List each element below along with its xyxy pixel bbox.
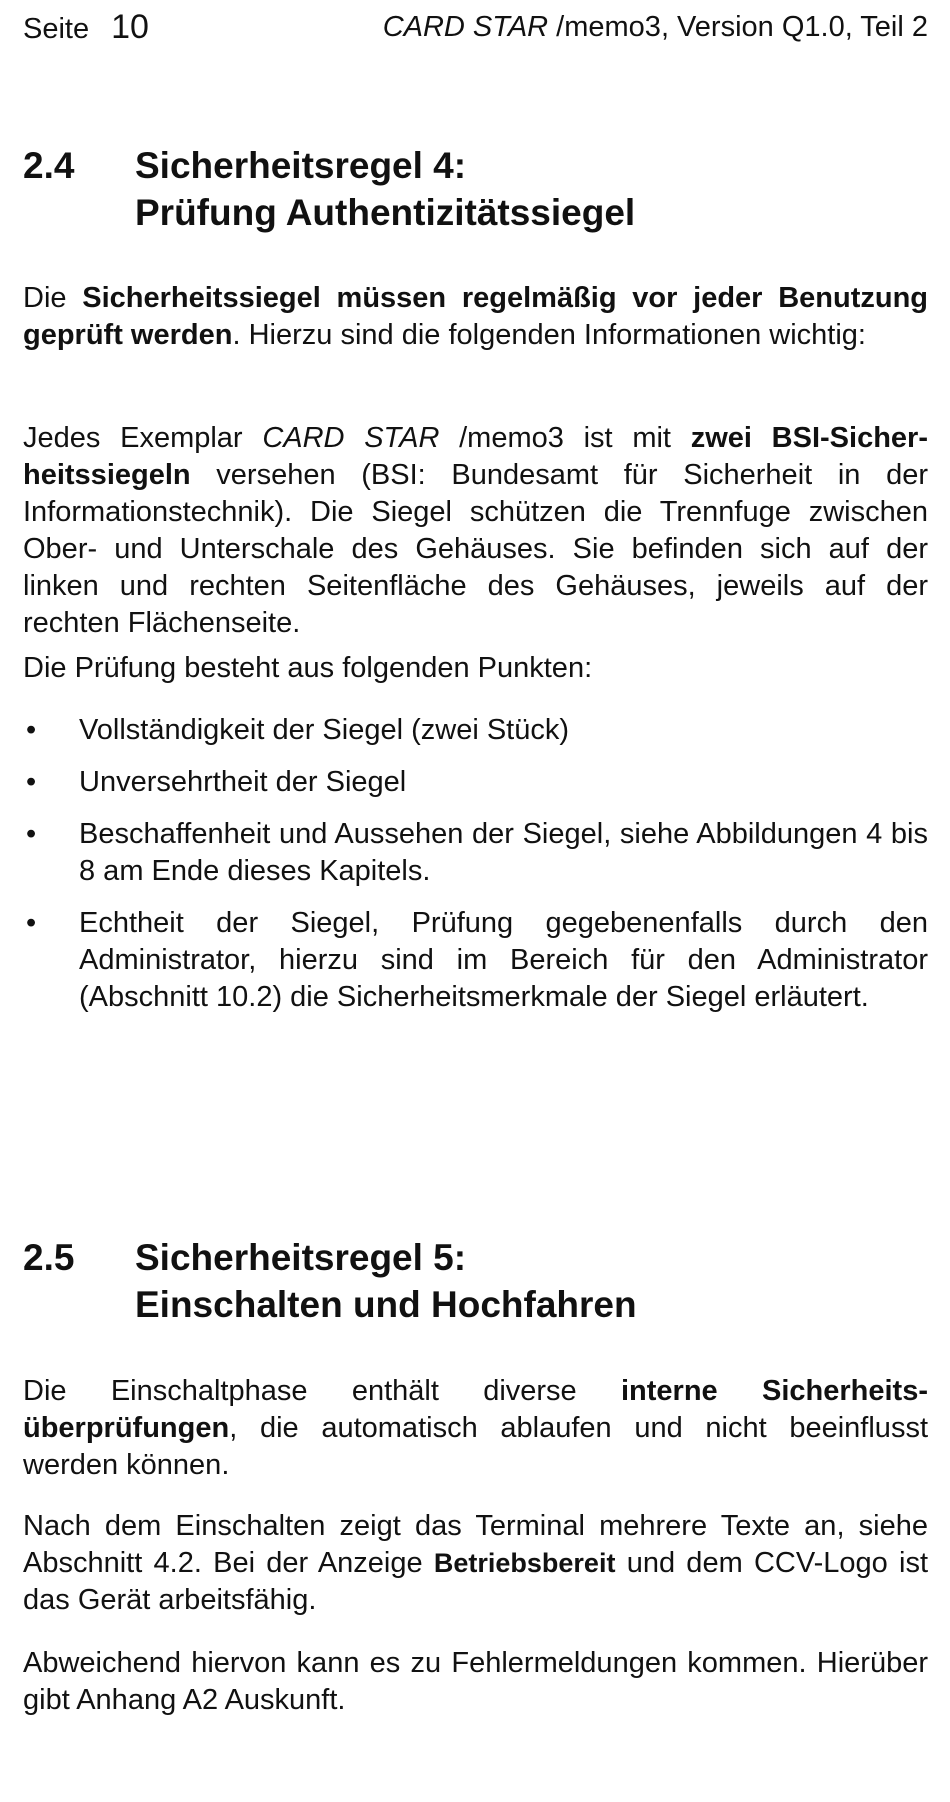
- text-run: versehen (BSI: Bundesamt für Sicherheit in der Informationstechnik). Die Siegel schützen die Trennfuge zwischen Ober- und Unterschale des Gehäuses. Sie befinden sich auf der linken und rechten Seitenfläche des Gehäuses, jeweils auf der rechten Flächenseite.: [23, 459, 928, 639]
- text-run: Nach dem Einschalten zeigt das Terminal mehrere Texte an, siehe Abschnitt 4.2. Bei der Anzeige: [23, 1510, 928, 1579]
- paragraph-startup-checks: [23, 1373, 928, 1484]
- product-name: CARD STAR: [382, 11, 549, 43]
- list-item-text: Vollständigkeit der Siegel (zwei Stück): [79, 714, 570, 746]
- section-title-line1: Sicherheitsregel 5:: [135, 1237, 467, 1278]
- document-title: [383, 8, 928, 46]
- bold-text: Sicherheitssiegel müssen regelmäßig vor jeder Benutzung geprüft werden: [23, 282, 928, 351]
- section-heading-2-4: [23, 142, 928, 236]
- section-title-line1: Sicherheitsregel 4:: [135, 145, 467, 186]
- paragraph-check-points-intro: Die Prüfung besteht aus folgenden Punkten:: [23, 652, 593, 684]
- list-item: [23, 712, 928, 749]
- text-run: Die: [23, 282, 83, 314]
- bold-text: interne Sicherheitsüberprüfungen: [23, 1375, 928, 1444]
- section-number: 2.4: [23, 145, 75, 186]
- text-run: /memo3 ist mit: [439, 422, 691, 454]
- list-item-text: Unversehrtheit der Siegel: [79, 766, 407, 798]
- section-title-line2: Prüfung Authentizitätssiegel: [135, 192, 636, 233]
- check-points-list: [23, 712, 928, 1016]
- product-name: CARD STAR: [262, 422, 440, 454]
- paragraph-error-messages: Abweichend hiervon kann es zu Fehlermeldungen kommen. Hierüber gibt Anhang A2 Auskunft.: [23, 1647, 928, 1716]
- bullet-icon: •: [26, 766, 37, 798]
- page-label-text: Seite: [23, 13, 90, 45]
- paragraph-seal-check-intro: [23, 280, 928, 354]
- paragraph-seal-description: [23, 420, 928, 642]
- list-item: [23, 905, 928, 1016]
- text-run: , die automatisch ablaufen und nicht beeinflusst werden können.: [23, 1412, 928, 1481]
- list-item: [23, 764, 928, 801]
- text-run: Jedes Exemplar: [23, 422, 263, 454]
- display-text-ready: Betriebsbereit: [433, 1548, 616, 1578]
- page-number: 10: [111, 8, 149, 46]
- list-item-text: Beschaffenheit und Aussehen der Siegel, siehe Abbildungen 4 bis 8 am Ende dieses Kapitels.: [79, 818, 928, 887]
- bold-text: zwei BSI-Sicherheitssiegeln: [23, 422, 928, 491]
- section-heading-2-5: [23, 1234, 928, 1328]
- bullet-icon: •: [26, 714, 37, 746]
- text-run: Die Einschaltphase enthält diverse: [23, 1375, 621, 1407]
- bullet-icon: •: [26, 907, 37, 939]
- bullet-icon: •: [26, 818, 37, 850]
- section-title-line2: Einschalten und Hochfahren: [135, 1284, 637, 1325]
- version-info: /memo3, Version Q1.0, Teil 2: [548, 11, 928, 43]
- section-number: 2.5: [23, 1237, 75, 1278]
- page-number-label: [23, 8, 149, 48]
- text-run: und dem CCV-Logo ist das Gerät arbeitsfähig.: [23, 1547, 928, 1616]
- paragraph-startup-texts: [23, 1508, 928, 1619]
- list-item: [23, 816, 928, 890]
- list-item-text: Echtheit der Siegel, Prüfung gegebenenfalls durch den Administrator, hierzu sind im Bereich für den Administrator (Abschnitt 10.2) die Sicherheitsmerkmale der Siegel erläutert.: [79, 907, 928, 1013]
- text-run: . Hierzu sind die folgenden Informationen wichtig:: [232, 319, 866, 351]
